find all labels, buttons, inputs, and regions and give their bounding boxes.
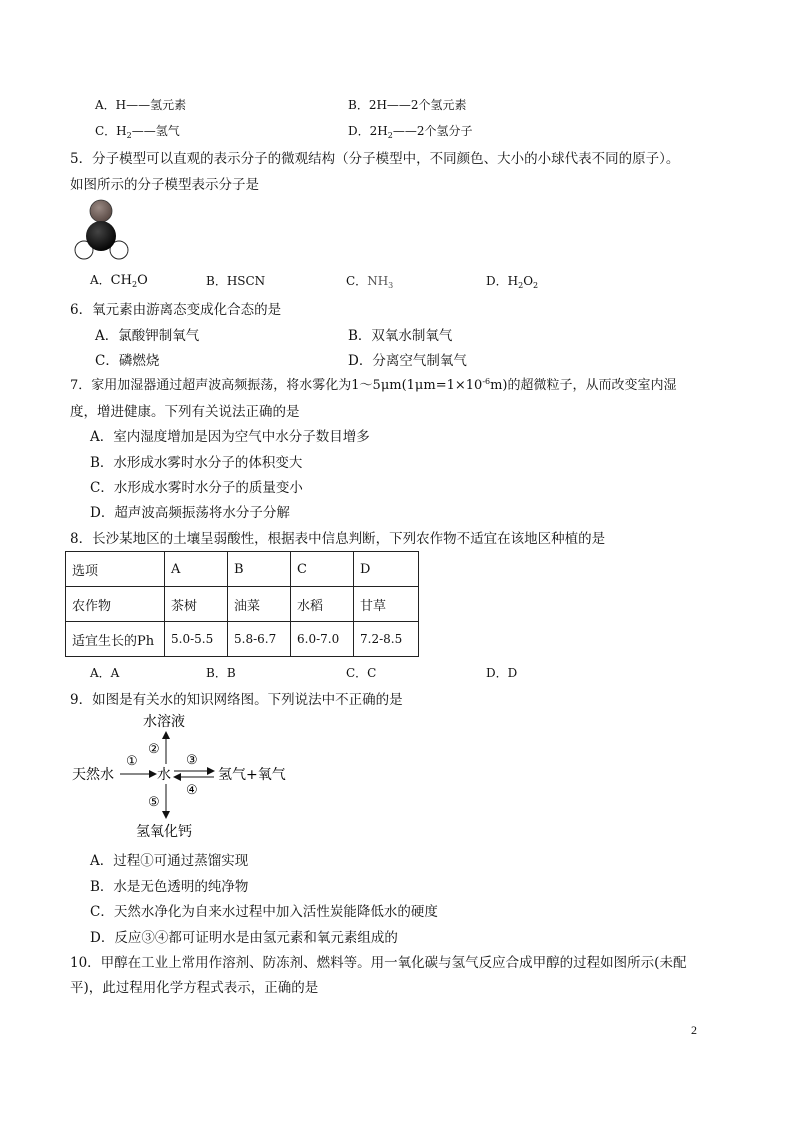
label-2: ② — [148, 742, 160, 757]
q7-stem-line1: 7．家用加湿器通过超声波高频振荡，将水雾化为$1\sim 5\mu m(1\mu m=1\times 10^{-6}m)$的超微粒子，从而改变室内湿 — [70, 377, 677, 393]
table-cell: 7.2-8.5 — [354, 622, 419, 657]
label-4: ④ — [186, 783, 198, 798]
label-5: ⑤ — [148, 795, 160, 810]
table-cell: 油菜 — [228, 587, 291, 622]
table-cell: 5.8-6.7 — [228, 622, 291, 657]
q10-stem-line1: 10．甲醇在工业上常用作溶剂、防冻剂、燃料等。用一氧化碳与氢气反应合成甲醇的过程如图所示(未配 — [70, 955, 687, 971]
diagram-node-water: 水 — [157, 767, 171, 783]
q4-option-a: A．H——氢元素 — [95, 98, 187, 112]
table-cell: 5.0-5.5 — [165, 622, 228, 657]
q6-option-a: A．氯酸钾制氧气 — [95, 328, 200, 344]
table-row — [66, 622, 419, 657]
label-1: ① — [126, 754, 138, 769]
q7-stem-line2: 度，增进健康。下列有关说法正确的是 — [70, 404, 300, 420]
table-cell: C — [291, 552, 354, 587]
table-cell: 甘草 — [354, 587, 419, 622]
q5-option-b: B．HSCN — [206, 274, 266, 288]
table-row — [66, 552, 419, 587]
q8-stem: 8．长沙某地区的土壤呈弱酸性，根据表中信息判断，下列农作物不适宜在该地区种植的是 — [70, 531, 606, 547]
q9-option-d: D．反应③④都可证明水是由氢元素和氧元素组成的 — [90, 930, 398, 946]
q5-option-d: D．$H_2O_2$ — [486, 274, 539, 290]
q9-option-a: A．过程①可通过蒸馏实现 — [90, 853, 249, 869]
q5-option-c: C．$NH_3$ — [346, 274, 394, 290]
diagram-node-solution: 水溶液 — [143, 714, 185, 730]
q4-option-b: B．2H——2个氢元素 — [348, 98, 467, 112]
water-network-diagram — [70, 708, 350, 848]
ph-table — [65, 551, 419, 657]
q7-option-c: C．水形成水雾时水分子的质量变小 — [90, 480, 303, 496]
q4-option-c: C．$H_2——$氢气 — [95, 124, 180, 140]
q10-stem-line2: 平)，此过程用化学方程式表示，正确的是 — [70, 980, 319, 996]
diagram-node-natural-water: 天然水 — [72, 767, 114, 783]
label-3: ③ — [186, 753, 198, 768]
q6-stem: 6．氧元素由游离态变成化合态的是 — [70, 302, 282, 318]
table-cell: A — [165, 552, 228, 587]
q8-option-b: B．B — [206, 666, 236, 680]
page-number: 2 — [691, 1023, 697, 1037]
q5-stem-line2: 如图所示的分子模型表示分子是 — [70, 177, 259, 193]
q6-option-c: C．磷燃烧 — [95, 353, 160, 369]
q9-option-b: B．水是无色透明的纯净物 — [90, 879, 249, 895]
q6-option-d: D．分离空气制氧气 — [348, 353, 467, 369]
q6-option-b: B．双氧水制氧气 — [348, 328, 453, 344]
q8-option-d: D．D — [486, 666, 518, 680]
q8-option-c: C．C — [346, 666, 377, 680]
table-cell: D — [354, 552, 419, 587]
q4-option-d: D．$2H_2——2$个氢分子 — [348, 124, 473, 140]
q5-option-a: A．$CH_2O$ — [90, 273, 148, 289]
q7-option-d: D．超声波高频振荡将水分子分解 — [90, 505, 290, 521]
q7-option-a: A．室内湿度增加是因为空气中水分子数目增多 — [90, 429, 370, 445]
table-row — [66, 587, 419, 622]
q9-option-c: C．天然水净化为自来水过程中加入活性炭能降低水的硬度 — [90, 904, 438, 920]
q8-option-a: A．A — [90, 666, 120, 680]
q7-option-b: B．水形成水雾时水分子的体积变大 — [90, 455, 303, 471]
table-cell: B — [228, 552, 291, 587]
table-cell: 水稻 — [291, 587, 354, 622]
diagram-node-h2-o2: 氢气+氧气 — [218, 767, 286, 783]
table-cell: 6.0-7.0 — [291, 622, 354, 657]
table-cell: 适宜生长的Ph — [66, 622, 165, 657]
table-cell: 选项 — [66, 552, 165, 587]
molecule-model-image — [72, 198, 132, 262]
diagram-node-caoh2: 氢氧化钙 — [136, 824, 192, 840]
table-cell: 农作物 — [66, 587, 165, 622]
q5-stem-line1: 5．分子模型可以直观的表示分子的微观结构（分子模型中，不同颜色、大小的小球代表不同的原子）。 — [70, 151, 680, 167]
q9-stem: 9．如图是有关水的知识网络图。下列说法中不正确的是 — [70, 692, 403, 708]
table-cell: 茶树 — [165, 587, 228, 622]
